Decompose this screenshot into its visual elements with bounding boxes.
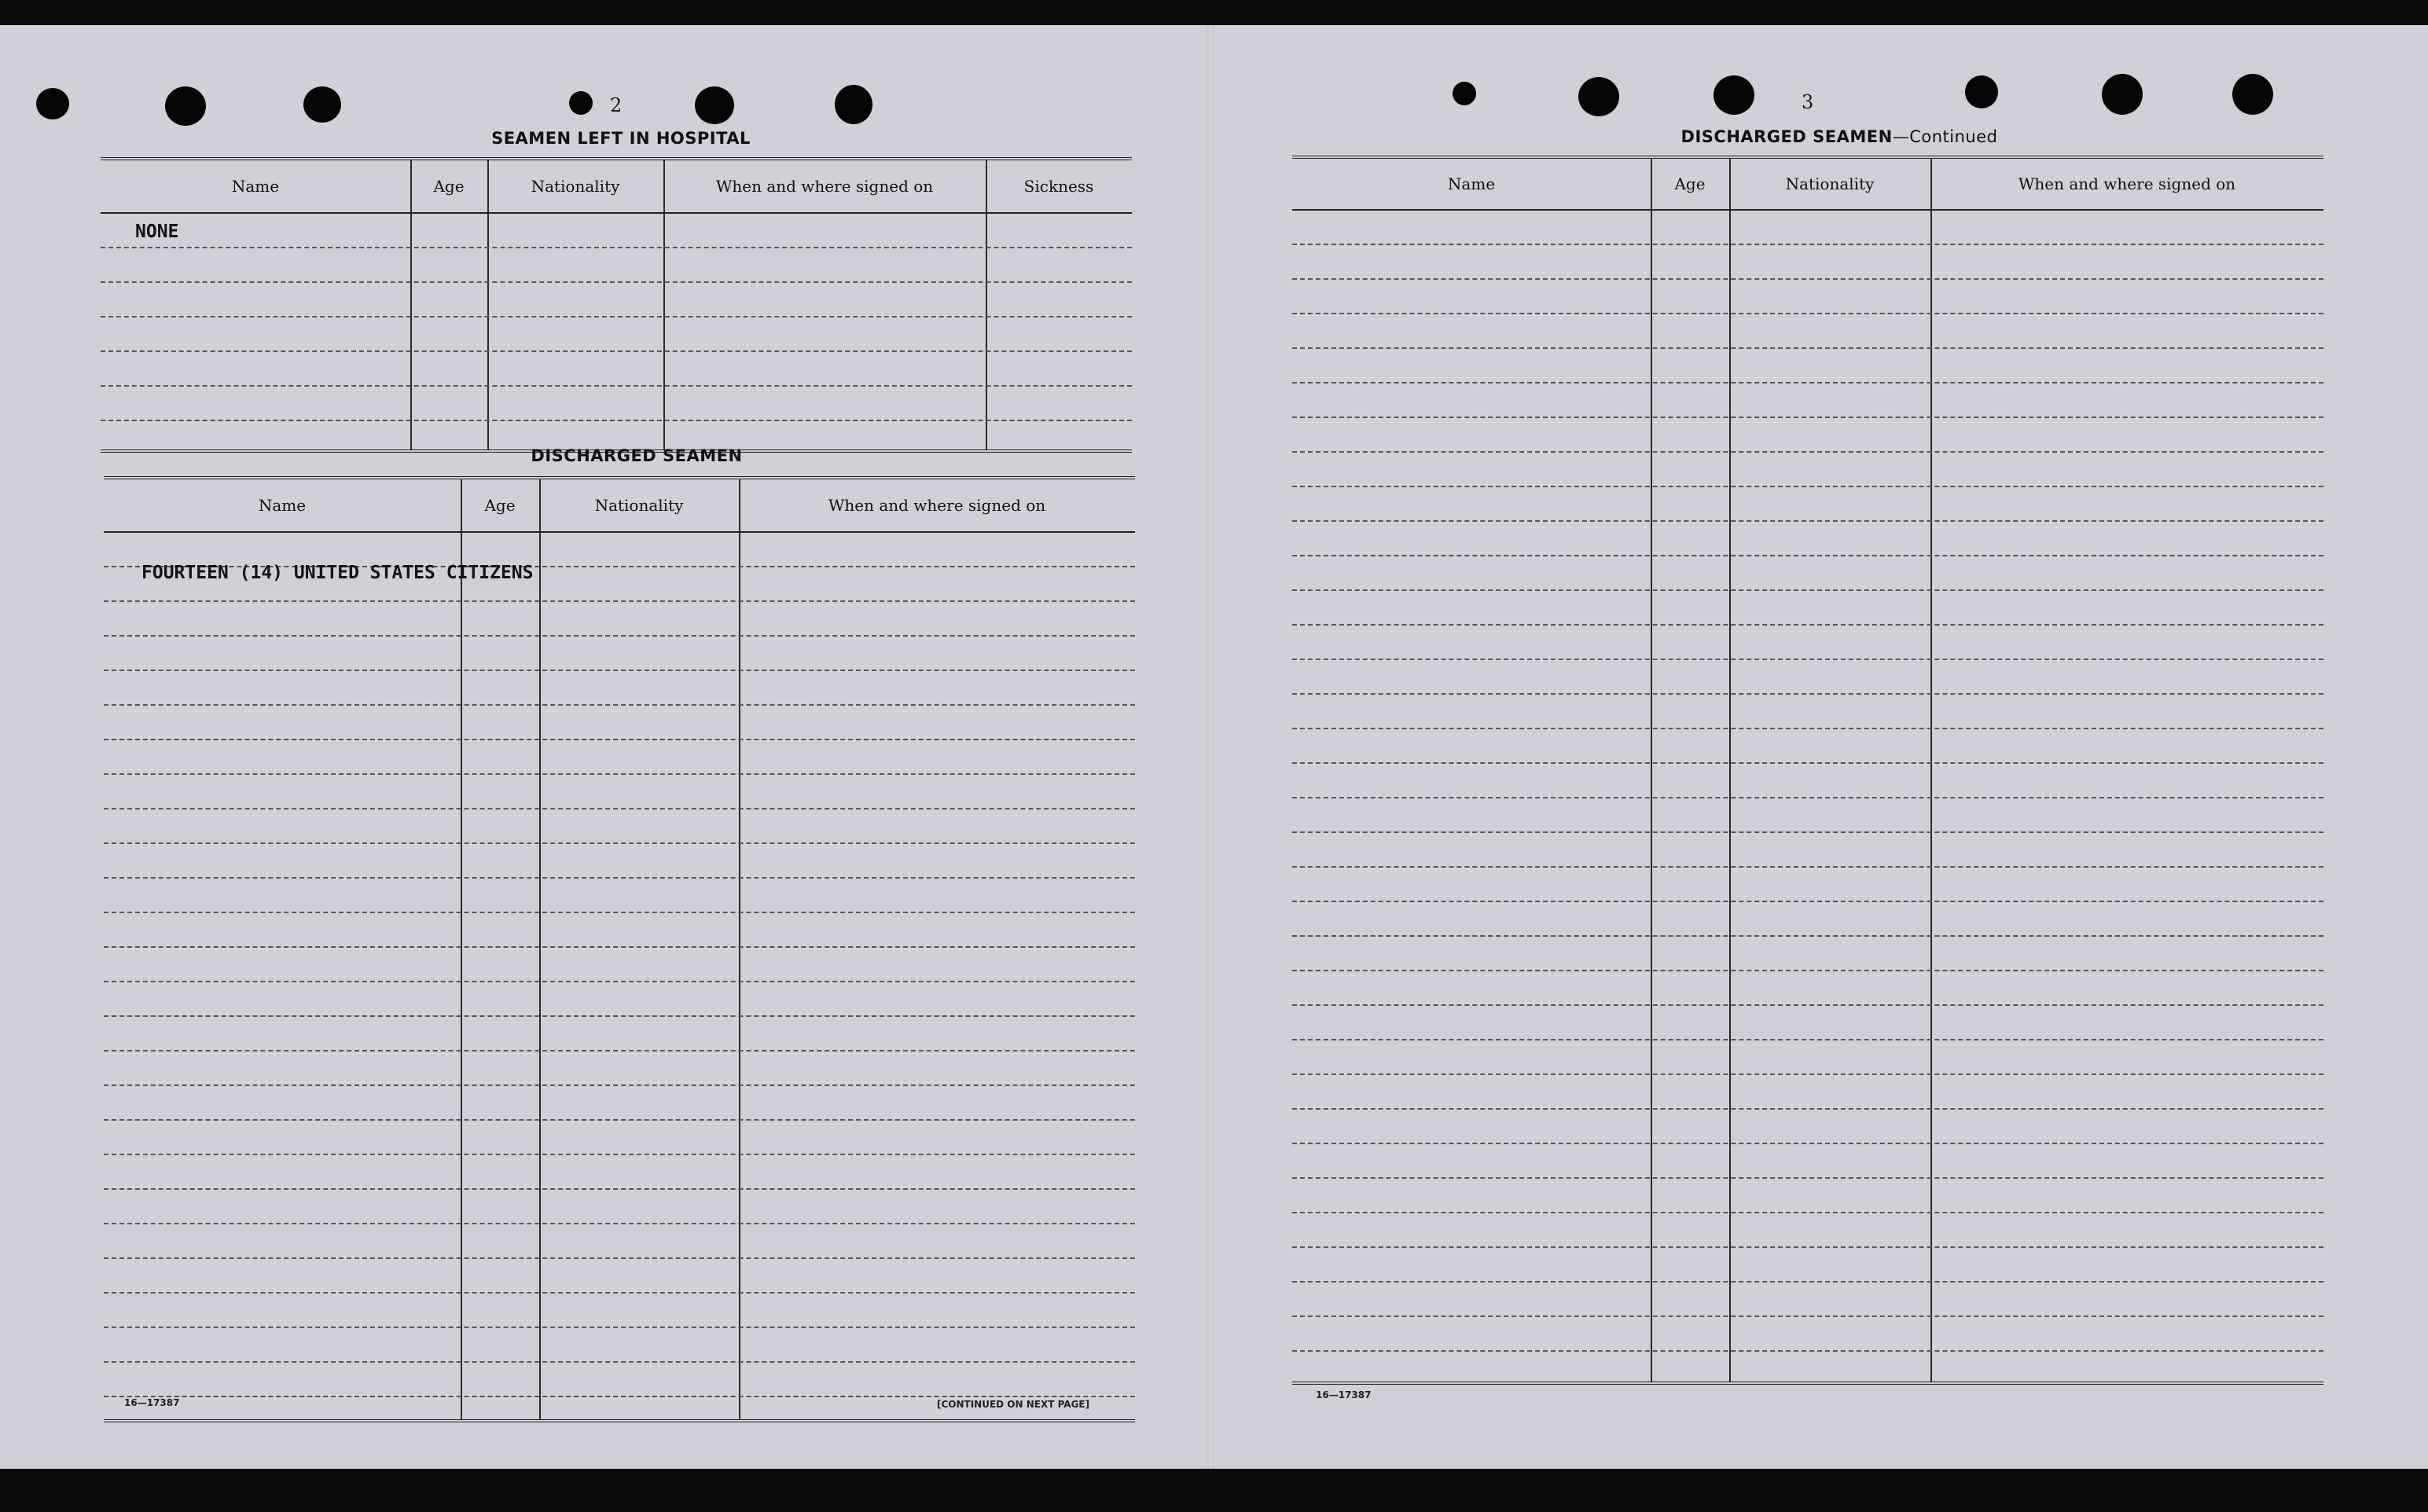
column-header-signed-on: When and where signed on xyxy=(2018,174,2236,193)
punch-hole xyxy=(835,85,872,124)
column-header-name: Name xyxy=(1447,174,1496,193)
punch-hole xyxy=(695,86,734,124)
column-header-age: Age xyxy=(433,177,465,196)
discharged-table-header xyxy=(104,479,1135,533)
hospital-table xyxy=(101,157,1132,453)
row-line xyxy=(1292,417,2323,418)
column-header-age: Age xyxy=(1674,174,1706,193)
discharged-entry: FOURTEEN (14) UNITED STATES CITIZENS xyxy=(141,563,534,583)
row-line xyxy=(104,1050,1135,1051)
row-line xyxy=(1292,624,2323,626)
row-line xyxy=(104,1084,1135,1086)
row-line xyxy=(104,635,1135,637)
row-line xyxy=(1292,728,2323,729)
row-line xyxy=(104,739,1135,740)
discharged-continued-header xyxy=(1292,159,2323,211)
row-line xyxy=(1292,935,2323,937)
column-divider xyxy=(986,160,987,450)
column-header-age: Age xyxy=(484,496,516,515)
row-line xyxy=(1292,1212,2323,1213)
row-line xyxy=(1292,1143,2323,1144)
row-line xyxy=(1292,1281,2323,1283)
row-line xyxy=(1292,1350,2323,1352)
row-line xyxy=(1292,589,2323,591)
row-line xyxy=(1292,486,2323,487)
column-header-signed-on: When and where signed on xyxy=(828,496,1046,515)
row-line xyxy=(101,247,1132,248)
column-divider xyxy=(1930,159,1932,1382)
row-line xyxy=(101,316,1132,317)
row-line xyxy=(1292,866,2323,868)
row-line xyxy=(101,350,1132,352)
column-header-sickness: Sickness xyxy=(1023,177,1094,196)
row-line xyxy=(1292,831,2323,833)
punch-hole xyxy=(36,88,69,119)
hospital-table-header xyxy=(101,160,1132,214)
row-line xyxy=(104,670,1135,671)
column-divider xyxy=(461,479,462,1419)
discharged-continued-title xyxy=(1603,127,2075,146)
row-line xyxy=(1292,693,2323,695)
punch-hole xyxy=(1453,82,1476,105)
punch-hole xyxy=(1578,77,1619,116)
punch-hole xyxy=(1965,75,1998,108)
row-line xyxy=(1292,382,2323,384)
row-line xyxy=(104,808,1135,809)
row-line xyxy=(1292,901,2323,902)
column-header-name: Name xyxy=(258,496,307,515)
form-code: 16—17387 xyxy=(124,1397,180,1408)
row-line xyxy=(1292,555,2323,556)
row-line xyxy=(1292,1316,2323,1317)
row-line xyxy=(104,981,1135,982)
row-line xyxy=(104,1015,1135,1017)
row-line xyxy=(104,1223,1135,1224)
row-line xyxy=(1292,1108,2323,1110)
row-line xyxy=(1292,278,2323,280)
punch-hole xyxy=(2232,74,2273,115)
form-code: 16—17387 xyxy=(1316,1389,1372,1400)
row-line xyxy=(104,1292,1135,1294)
row-line xyxy=(104,773,1135,775)
column-header-nationality: Nationality xyxy=(1785,174,1875,193)
row-line xyxy=(104,912,1135,913)
row-line xyxy=(104,1188,1135,1190)
row-line xyxy=(104,1257,1135,1259)
left-page xyxy=(0,25,1210,1469)
row-line xyxy=(1292,313,2323,314)
row-line xyxy=(104,1361,1135,1363)
row-line xyxy=(1292,1004,2323,1006)
column-divider xyxy=(410,160,412,450)
row-line xyxy=(1292,1177,2323,1179)
punch-hole xyxy=(165,86,206,126)
page-number: 2 xyxy=(610,94,623,116)
right-page xyxy=(1210,25,2428,1469)
row-line xyxy=(104,946,1135,948)
discharged-table xyxy=(104,476,1135,1422)
row-line xyxy=(1292,347,2323,349)
row-line xyxy=(1292,520,2323,522)
continued-note: [CONTINUED ON NEXT PAGE] xyxy=(937,1399,1090,1410)
hospital-entry: NONE xyxy=(135,222,179,242)
row-line xyxy=(104,1327,1135,1328)
row-line xyxy=(101,385,1132,387)
row-line xyxy=(101,420,1132,421)
column-header-signed-on: When and where signed on xyxy=(715,177,934,196)
column-divider xyxy=(739,479,740,1419)
title-suffix: —Continued xyxy=(1892,127,1998,146)
row-line xyxy=(104,600,1135,602)
row-line xyxy=(1292,659,2323,660)
punch-hole xyxy=(2102,74,2143,115)
row-line xyxy=(104,1396,1135,1397)
row-line xyxy=(1292,1246,2323,1248)
row-line xyxy=(104,877,1135,879)
column-divider xyxy=(663,160,665,450)
column-divider xyxy=(1651,159,1652,1382)
row-line xyxy=(104,704,1135,706)
punch-hole xyxy=(303,86,341,123)
column-header-nationality: Nationality xyxy=(531,177,620,196)
column-header-nationality: Nationality xyxy=(594,496,684,515)
column-header-name: Name xyxy=(231,177,280,196)
row-line xyxy=(1292,797,2323,798)
row-line xyxy=(1292,451,2323,453)
punch-hole xyxy=(1714,75,1754,115)
row-line xyxy=(1292,244,2323,245)
column-divider xyxy=(539,479,541,1419)
row-line xyxy=(104,1154,1135,1155)
row-line xyxy=(1292,762,2323,764)
column-divider xyxy=(487,160,489,450)
row-line xyxy=(104,842,1135,844)
row-line xyxy=(1292,1073,2323,1075)
row-line xyxy=(1292,970,2323,971)
scanned-document xyxy=(0,25,2428,1469)
punch-hole xyxy=(569,91,593,115)
title-main: DISCHARGED SEAMEN xyxy=(1680,127,1893,146)
page-number: 3 xyxy=(1802,91,1814,113)
column-divider xyxy=(1729,159,1731,1382)
row-line xyxy=(104,1119,1135,1121)
discharged-continued-table xyxy=(1292,156,2323,1385)
row-line xyxy=(101,281,1132,283)
row-line xyxy=(1292,1039,2323,1040)
discharged-section-title: DISCHARGED SEAMEN xyxy=(531,446,743,465)
hospital-section-title: SEAMEN LEFT IN HOSPITAL xyxy=(491,129,751,148)
